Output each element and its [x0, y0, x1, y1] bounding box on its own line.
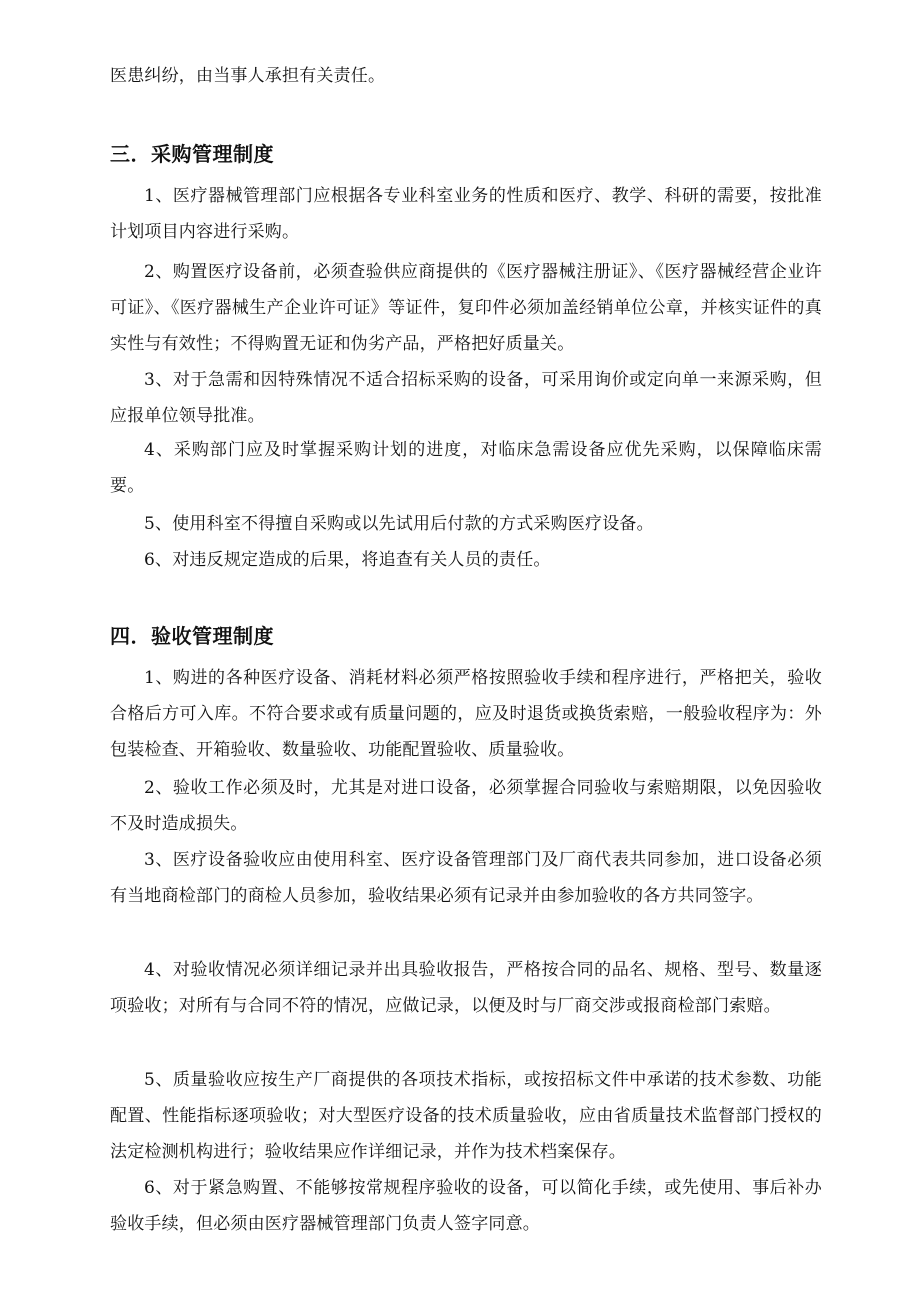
- section-3-item-1: 1、医疗器械管理部门应根据各专业科室业务的性质和医疗、教学、科研的需要，按批准计划项目内容进行采购。: [110, 186, 822, 242]
- section-3-item-5: 5、使用科室不得擅自采购或以先试用后付款的方式采购医疗设备。: [144, 514, 654, 534]
- section-4-heading: 四．验收管理制度: [110, 624, 274, 648]
- section-3-item-6: 6、对违反规定造成的后果，将追查有关人员的责任。: [144, 550, 551, 570]
- section-3-heading: 三．采购管理制度: [110, 142, 274, 166]
- section-4-item-5: 5、质量验收应按生产厂商提供的各项技术指标，或按招标文件中承诺的技术参数、功能配置、性能指标逐项验收；对大型医疗设备的技术质量验收，应由省质量技术监督部门授权的法定检测机构进行；验收结果应作详细记录，并作为技术档案保存。: [110, 1070, 822, 1162]
- section-4-item-1: 1、购进的各种医疗设备、消耗材料必须严格按照验收手续和程序进行，严格把关，验收合格后方可入库。不符合要求或有质量问题的，应及时退货或换货索赔，一般验收程序为：外包装检查、开箱验收、数量验收、功能配置验收、质量验收。: [110, 668, 822, 760]
- intro-paragraph: 医患纠纷，由当事人承担有关责任。: [110, 66, 386, 86]
- section-4-item-4: 4、对验收情况必须详细记录并出具验收报告，严格按合同的品名、规格、型号、数量逐项验收；对所有与合同不符的情况，应做记录，以便及时与厂商交涉或报商检部门索赔。: [110, 960, 822, 1016]
- section-3-item-4: 4、采购部门应及时掌握采购计划的进度，对临床急需设备应优先采购，以保障临床需要。: [110, 440, 822, 496]
- section-3-item-2: 2、购置医疗设备前，必须查验供应商提供的《医疗器械注册证》、《医疗器械经营企业许可证》、《医疗器械生产企业许可证》等证件，复印件必须加盖经销单位公章，并核实证件的真实性与有效性；不得购置无证和伪劣产品，严格把好质量关。: [110, 262, 822, 354]
- section-4-item-3: 3、医疗设备验收应由使用科室、医疗设备管理部门及厂商代表共同参加，进口设备必须有当地商检部门的商检人员参加，验收结果必须有记录并由参加验收的各方共同签字。: [110, 850, 822, 906]
- section-4-item-2: 2、验收工作必须及时，尤其是对进口设备，必须掌握合同验收与索赔期限，以免因验收不及时造成损失。: [110, 778, 822, 834]
- section-4-item-6: 6、对于紧急购置、不能够按常规程序验收的设备，可以简化手续，或先使用、事后补办验收手续，但必须由医疗器械管理部门负责人签字同意。: [110, 1178, 822, 1234]
- section-3-item-3: 3、对于急需和因特殊情况不适合招标采购的设备，可采用询价或定向单一来源采购，但应报单位领导批准。: [110, 370, 822, 426]
